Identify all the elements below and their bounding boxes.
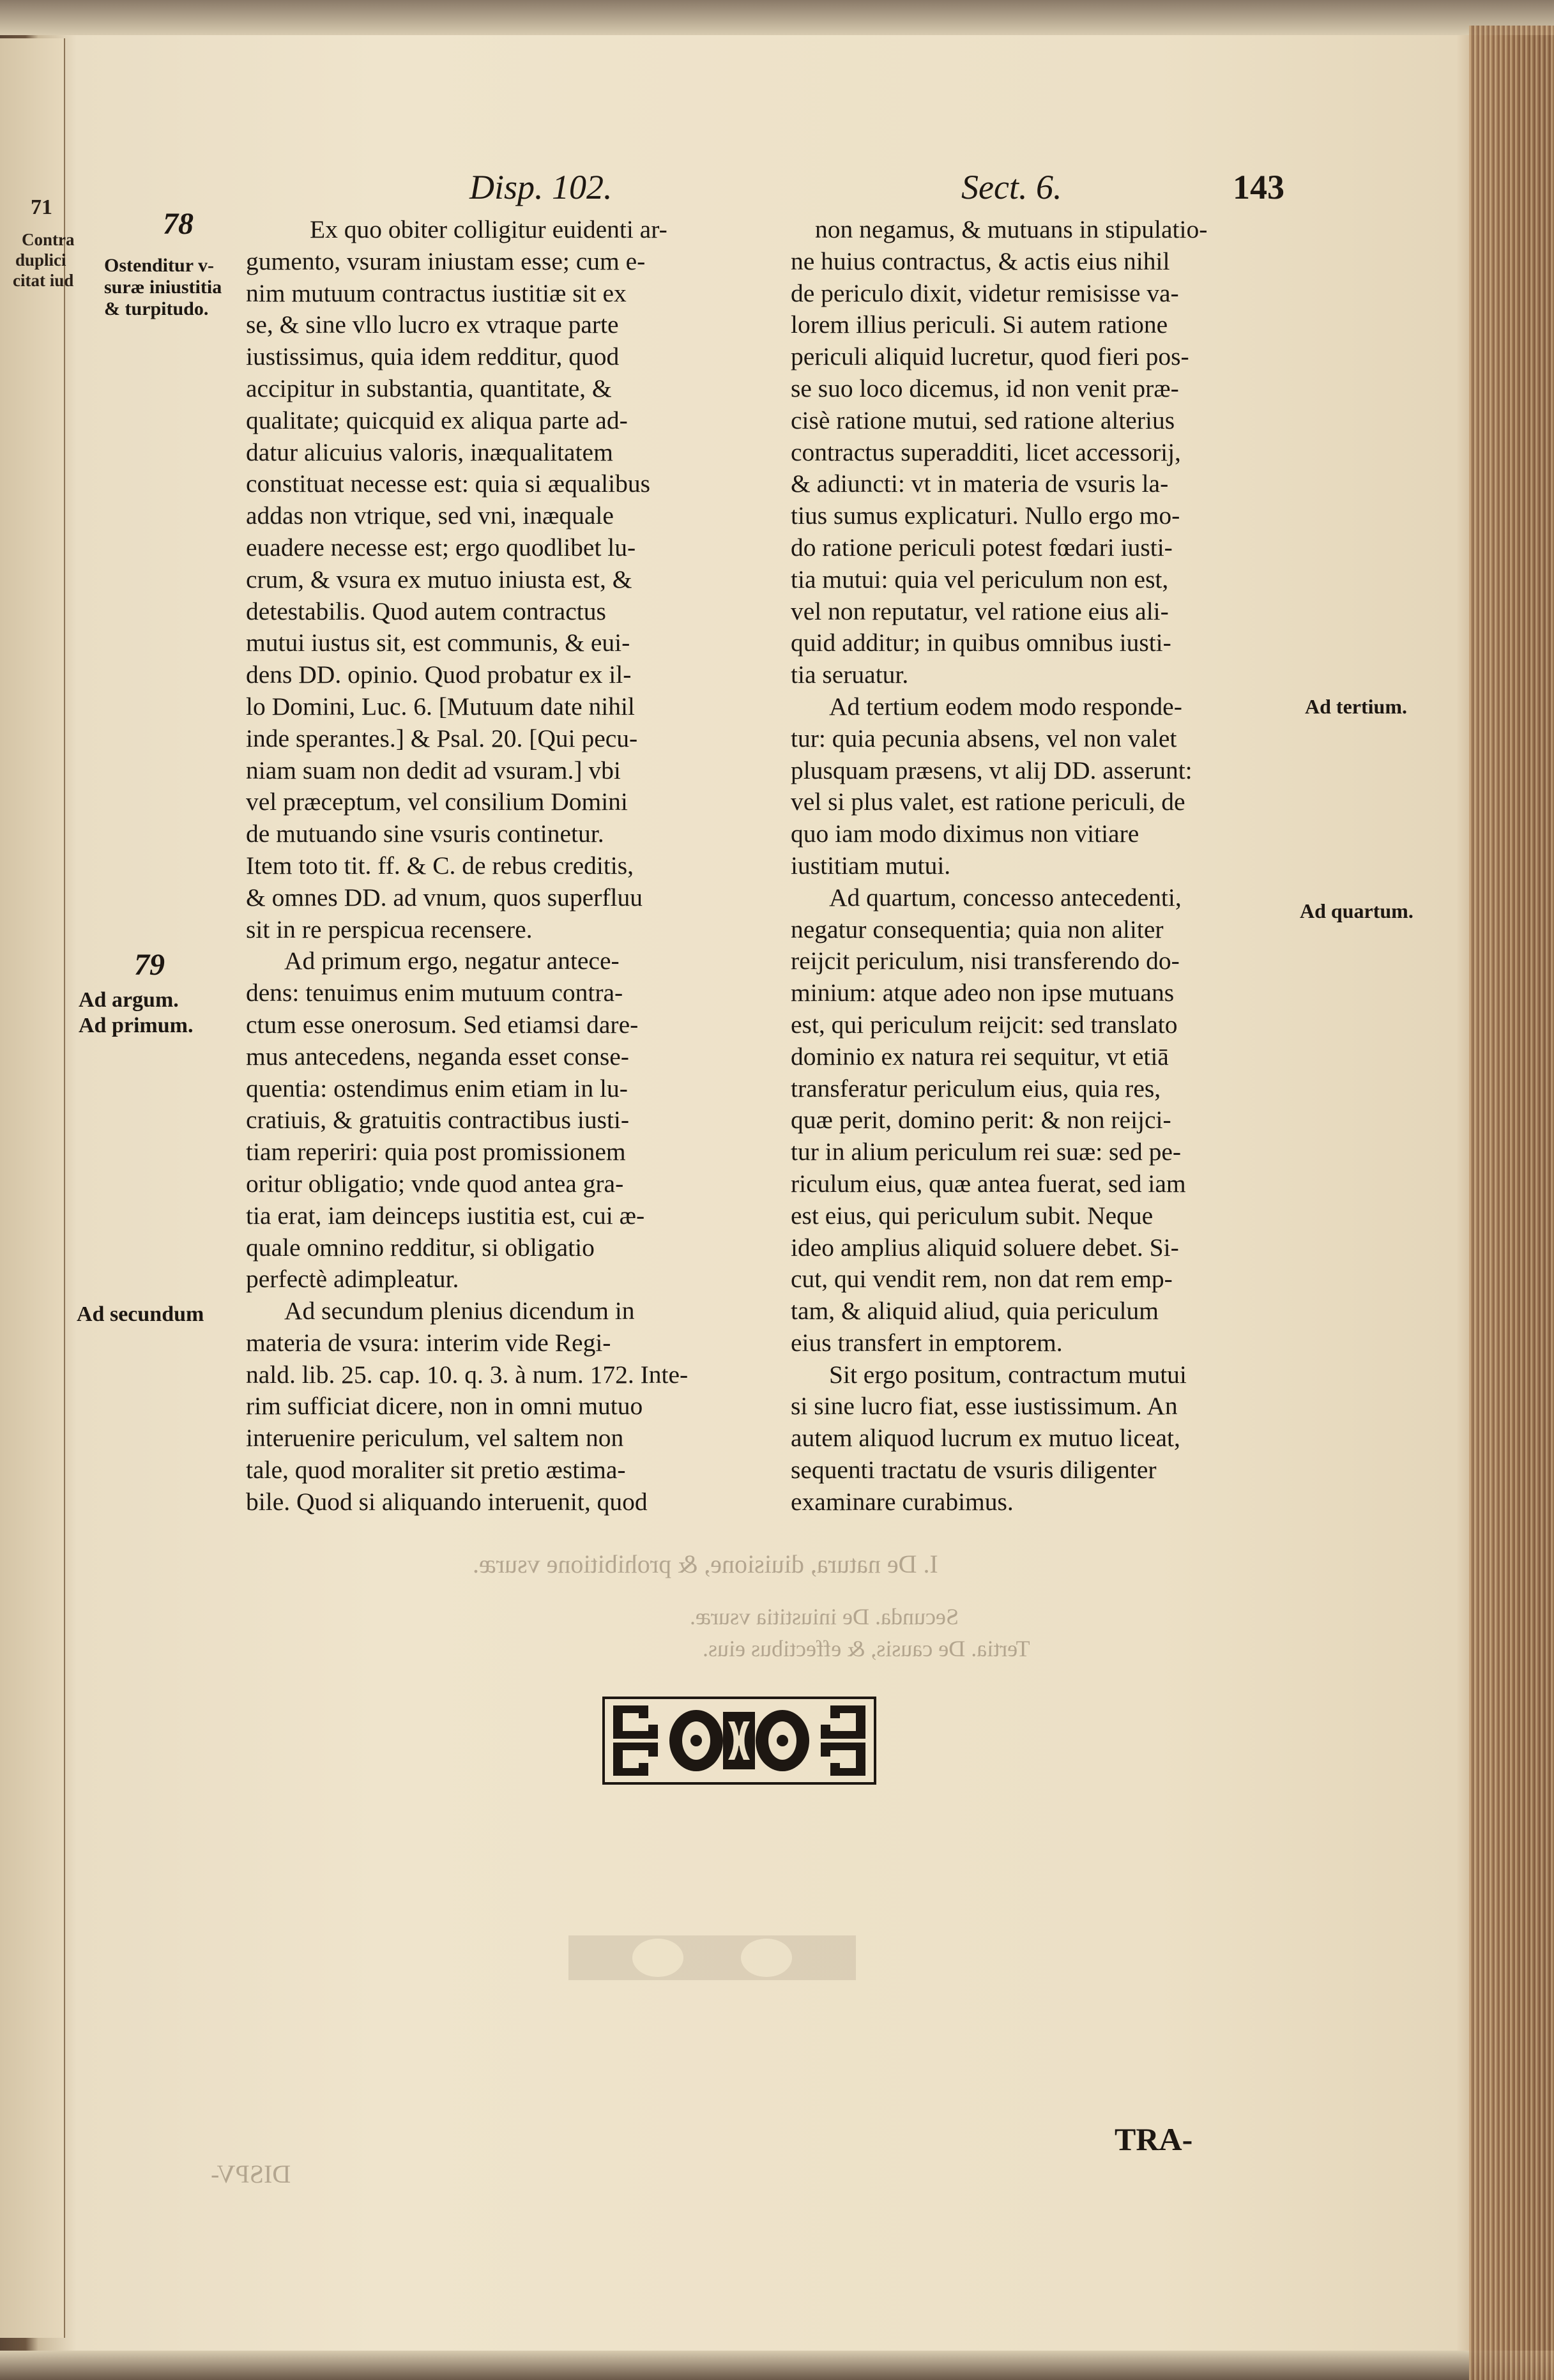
text-line: periculi aliquid lucretur, quod fieri pos- (791, 342, 1189, 371)
prev-margin-number: 71 (31, 195, 52, 219)
text-line: de periculo dixit, videtur remisisse va- (791, 278, 1179, 307)
book-fore-edge (1469, 26, 1554, 2380)
text-line: sequenti tractatu de vsuris diligenter (791, 1456, 1157, 1484)
text-line: perfectè adimpleatur. (246, 1265, 459, 1293)
text-line: euadere necesse est; ergo quodlibet lu- (246, 533, 636, 561)
prev-margin-line: duplici (15, 250, 66, 270)
text-line: iustitiam mutui. (791, 851, 951, 880)
text-line: dominio ex natura rei sequitur, vt etiā (791, 1042, 1169, 1071)
text-line: accipitur in substantia, quantitate, & (246, 374, 612, 402)
text-line: sit in re perspicua recensere. (246, 915, 533, 943)
text-line: transferatur periculum eius, quia res, (791, 1074, 1161, 1102)
text-line: mutui iustus sit, est communis, & eui- (246, 629, 630, 657)
text-line: tia seruatur. (791, 660, 909, 689)
text-line: si sine lucro fiat, esse iustissimum. An (791, 1392, 1178, 1421)
margin-note-line: Ad primum. (79, 1014, 194, 1037)
paragraph-number-78: 78 (163, 207, 194, 241)
text-line: autem aliquod lucrum ex mutuo liceat, (791, 1424, 1180, 1453)
bleed-through-text: Tertia. De causis, & effectibus eius. (703, 1636, 1030, 1661)
text-line: qualitate; quicquid ex aliqua parte ad- (246, 406, 628, 434)
text-line: cisè ratione mutui, sed ratione alterius (791, 406, 1175, 434)
right-text-column (791, 214, 1314, 1518)
margin-note-line: Ostenditur v- (104, 255, 214, 276)
text-line: reijcit periculum, nisi transferendo do- (791, 947, 1180, 975)
margin-note-line: suræ iniustitia (104, 277, 222, 298)
text-line: Ad primum ergo, negatur antece- (284, 947, 620, 975)
margin-note-line: & turpitudo. (104, 298, 209, 319)
text-line: Ad quartum, concesso antecedenti, (829, 883, 1182, 912)
text-line: quale omnino redditur, si obligatio (246, 1233, 595, 1262)
text-line: tale, quod moraliter sit pretio æstima- (246, 1456, 626, 1484)
text-line: plusquam præsens, vt alij DD. asserunt: (791, 756, 1192, 784)
bottom-shadow (0, 2351, 1554, 2380)
text-line: Ad tertium eodem modo responde- (829, 692, 1182, 721)
text-line: Item toto tit. ff. & C. de rebus creditis, (246, 851, 634, 880)
printers-ornament (600, 1693, 878, 1789)
margin-note-ad-tertium: Ad tertium. (1305, 695, 1407, 718)
bleed-through-text: I. De natura, diuisione, & prohibitione vsuræ. (473, 1550, 938, 1578)
text-line: eius transfert in emptorem. (791, 1328, 1063, 1357)
margin-note-ad-quartum: Ad quartum. (1300, 899, 1413, 922)
top-shadow (0, 0, 1554, 35)
text-line: lo Domini, Luc. 6. [Mutuum date nihil (246, 692, 635, 721)
text-line: Sit ergo positum, contractum mutui (829, 1360, 1187, 1389)
text-line: datur alicuius valoris, inæqualitatem (246, 438, 613, 466)
text-line: iustissimus, quia idem redditur, quod (246, 342, 620, 371)
text-line: bile. Quod si aliquando interuenit, quod (246, 1487, 648, 1516)
text-line: mus antecedens, neganda esset conse- (246, 1042, 629, 1071)
text-line: constituat necesse est: quia si æqualibus (246, 469, 650, 498)
running-head-disputation: Disp. 102. (469, 168, 613, 206)
previous-page-edge (0, 38, 65, 2338)
text-line: tam, & aliquid aliud, quia periculum (791, 1297, 1159, 1325)
bleed-through-text: Secunda. De iniustitia vsuræ. (690, 1604, 959, 1629)
margin-note-line: Ad argum. (79, 988, 179, 1012)
catchword: TRA- (1115, 2121, 1193, 2157)
text-line: do ratione periculi potest fœdari iusti- (791, 533, 1173, 561)
text-line: materia de vsura: interim vide Regi- (246, 1328, 611, 1357)
text-line: tur in alium periculum rei suæ: sed pe- (791, 1138, 1182, 1166)
text-line: dens DD. opinio. Quod probatur ex il- (246, 660, 632, 689)
text-line: Ex quo obiter colligitur euidenti ar- (310, 215, 667, 243)
text-line: vel non reputatur, vel ratione eius ali- (791, 597, 1169, 625)
prev-margin-line: citat iud (13, 271, 74, 290)
paragraph-number-79: 79 (134, 948, 165, 982)
bleed-through-text: DISPV- (211, 2160, 291, 2188)
text-line: est eius, qui periculum subit. Neque (791, 1201, 1154, 1230)
text-line: & omnes DD. ad vnum, quos superfluu (246, 883, 643, 912)
text-line: nim mutuum contractus iustitiæ sit ex (246, 278, 627, 307)
text-line: & adiuncti: vt in materia de vsuris la- (791, 469, 1169, 498)
text-line: cut, qui vendit rem, non dat rem emp- (791, 1265, 1173, 1293)
text-line: Ad secundum plenius dicendum in (284, 1297, 635, 1325)
text-line: cratiuis, & gratuitis contractibus iusti- (246, 1106, 630, 1134)
bleed-through-ornament (562, 1929, 862, 1987)
text-line: tiam reperiri: quia post promissionem (246, 1138, 626, 1166)
text-line: interuenire periculum, vel saltem non (246, 1424, 624, 1453)
text-line: lorem illius periculi. Si autem ratione (791, 310, 1168, 339)
text-line: tur: quia pecunia absens, vel non valet (791, 724, 1177, 752)
margin-note-ad-secundum: Ad secundum (77, 1302, 204, 1326)
left-text-column (246, 214, 786, 1518)
text-line: gumento, vsuram iniustam esse; cum e- (246, 247, 646, 275)
text-line: tius sumus explicaturi. Nullo ergo mo- (791, 501, 1180, 530)
text-line: tia erat, iam deinceps iustitia est, cui æ- (246, 1201, 645, 1230)
text-line: crum, & vsura ex mutuo iniusta est, & (246, 565, 632, 593)
text-line: quæ perit, domino perit: & non reijci- (791, 1106, 1171, 1134)
text-line: est, qui periculum reijcit: sed translato (791, 1010, 1178, 1039)
text-line: vel præceptum, vel consilium Domini (246, 788, 628, 816)
text-line: minium: atque adeo non ipse mutuans (791, 979, 1175, 1007)
text-line: riculum eius, quæ antea fuerat, sed iam (791, 1169, 1186, 1198)
prev-margin-line: Contra (22, 230, 75, 249)
text-line: tia mutui: quia vel periculum non est, (791, 565, 1169, 593)
text-line: quid additur; in quibus omnibus iusti- (791, 629, 1171, 657)
text-line: quo iam modo diximus non vitiare (791, 820, 1139, 848)
text-line: dens: tenuimus enim mutuum contra- (246, 979, 623, 1007)
text-line: ctum esse onerosum. Sed etiamsi dare- (246, 1010, 639, 1039)
text-line: contractus superadditi, licet accessorij, (791, 438, 1181, 466)
text-line: ideo amplius aliquid soluere debet. Si- (791, 1233, 1179, 1262)
page-number: 143 (1233, 168, 1284, 206)
text-line: addas non vtrique, sed vni, inæquale (246, 501, 614, 530)
text-line: nald. lib. 25. cap. 10. q. 3. à num. 172. Inte- (246, 1360, 689, 1389)
text-line: niam suam non dedit ad vsuram.] vbi (246, 756, 621, 784)
text-line: detestabilis. Quod autem contractus (246, 597, 606, 625)
text-line: ne huius contractus, & actis eius nihil (791, 247, 1170, 275)
text-line: de mutuando sine vsuris continetur. (246, 820, 604, 848)
text-line: inde sperantes.] & Psal. 20. [Qui pecu- (246, 724, 638, 752)
running-head-section: Sect. 6. (961, 168, 1062, 206)
text-line: examinare curabimus. (791, 1487, 1014, 1516)
text-line: vel si plus valet, est ratione periculi, de (791, 788, 1185, 816)
text-line: se, & sine vllo lucro ex vtraque parte (246, 310, 619, 339)
text-line: se suo loco dicemus, id non venit præ- (791, 374, 1179, 402)
text-line: non negamus, & mutuans in stipulatio- (815, 215, 1208, 243)
text-line: rim sufficiat dicere, non in omni mutuo (246, 1392, 643, 1421)
text-line: negatur consequentia; quia non aliter (791, 915, 1164, 943)
text-line: oritur obligatio; vnde quod antea gra- (246, 1169, 624, 1198)
text-line: quentia: ostendimus enim etiam in lu- (246, 1074, 628, 1102)
